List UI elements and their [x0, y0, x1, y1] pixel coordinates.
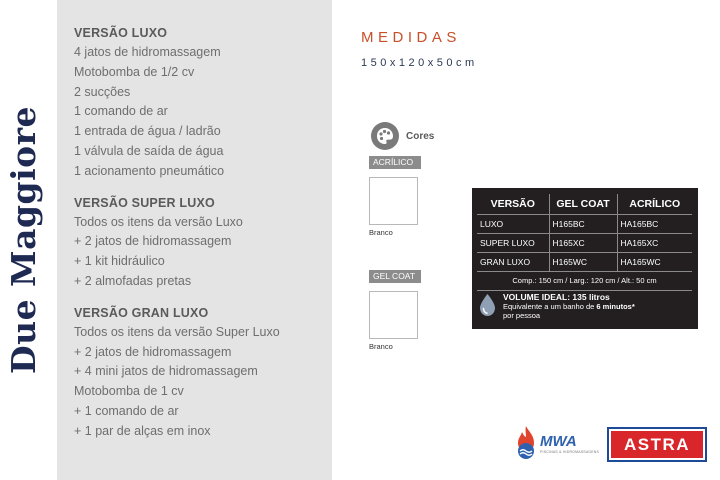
- astra-name: ASTRA: [611, 431, 703, 458]
- volume-info: [478, 292, 635, 320]
- mwa-tagline: PISCINAS & HIDROMASSAGENS: [540, 450, 600, 454]
- table-row: [477, 252, 692, 271]
- volume-text: [503, 292, 635, 320]
- table-header-row: [477, 194, 692, 214]
- volume-desc-prefix: Equivalente a um banho de: [503, 302, 597, 311]
- mwa-text: [540, 424, 599, 454]
- astra-logo: [607, 427, 707, 462]
- version-gran-luxo: [74, 306, 332, 442]
- acrilico-white-swatch: [369, 177, 418, 225]
- table-row: [477, 233, 692, 252]
- version-luxo: [74, 26, 332, 182]
- versions-panel: [57, 0, 332, 480]
- acrilico-tag: ACRÍLICO: [369, 156, 421, 169]
- gelcoat-tag: GEL COAT: [369, 270, 421, 283]
- feature-item: 1 comando de ar: [74, 104, 168, 119]
- volume-desc-bold: 6 minutos*: [596, 302, 635, 311]
- feature-item: + 2 jatos de hidromassagem: [74, 234, 232, 249]
- palette-icon: [370, 121, 400, 151]
- table-cell: H165BC: [549, 214, 617, 233]
- volume-desc-suffix: por pessoa: [503, 311, 541, 320]
- volume-title: VOLUME IDEAL: 135 litros: [503, 292, 610, 302]
- gelcoat-swatch-label: Branco: [369, 342, 393, 351]
- spec-card: [472, 188, 698, 329]
- feature-item: Todos os itens da versão Super Luxo: [74, 324, 280, 339]
- gelcoat-white-swatch: [369, 291, 418, 339]
- medidas-label: MEDIDAS: [361, 29, 461, 46]
- table-row: [477, 214, 692, 233]
- feature-item: 4 jatos de hidromassagem: [74, 45, 221, 59]
- column-header: VERSÃO: [477, 194, 549, 214]
- table-cell: H165XC: [549, 233, 617, 252]
- dimensions-cell: Comp.: 150 cm / Larg.: 120 cm / Alt.: 50 cm: [477, 271, 692, 290]
- column-header: ACRÍLICO: [617, 194, 692, 214]
- table-cell: HA165BC: [617, 214, 692, 233]
- version-title: VERSÃO SUPER LUXO: [74, 195, 215, 210]
- feature-item: 1 acionamento pneumático: [74, 163, 225, 178]
- table-cell: LUXO: [477, 214, 549, 233]
- feature-item: + 1 par de alças em inox: [74, 423, 211, 438]
- table-cell: H165WC: [549, 252, 617, 271]
- feature-item: Todos os itens da versão Luxo: [74, 214, 243, 229]
- version-title: VERSÃO GRAN LUXO: [74, 305, 209, 320]
- table-cell: HA165WC: [617, 252, 692, 271]
- feature-item: + 2 almofadas pretas: [74, 273, 192, 288]
- spec-table: [477, 194, 692, 291]
- cores-header: [370, 121, 434, 151]
- table-cell: GRAN LUXO: [477, 252, 549, 271]
- product-title: Due Maggiore: [4, 105, 43, 375]
- version-super-luxo: [74, 196, 332, 292]
- feature-item: 1 válvula de saída de água: [74, 143, 224, 158]
- medidas-value: 150x120x50cm: [361, 57, 478, 69]
- mwa-flame-icon: [514, 424, 538, 460]
- feature-item: + 1 comando de ar: [74, 403, 179, 418]
- column-header: GEL COAT: [549, 194, 617, 214]
- feature-item: + 1 kit hidráulico: [74, 254, 165, 269]
- cores-label: Cores: [406, 130, 435, 142]
- feature-item: 1 entrada de água / ladrão: [74, 124, 221, 139]
- feature-item: + 2 jatos de hidromassagem: [74, 344, 232, 359]
- mwa-name: MWA: [540, 433, 577, 450]
- feature-item: Motobomba de 1/2 cv: [74, 64, 195, 79]
- mwa-logo: [514, 424, 599, 460]
- volume-description: [503, 302, 635, 311]
- table-cell: SUPER LUXO: [477, 233, 549, 252]
- acrilico-swatch-label: Branco: [369, 228, 393, 237]
- table-row: [477, 271, 692, 290]
- version-title: VERSÃO LUXO: [74, 26, 168, 40]
- feature-item: + 4 mini jatos de hidromassagem: [74, 364, 258, 379]
- water-drop-icon: [478, 293, 497, 317]
- feature-item: Motobomba de 1 cv: [74, 384, 184, 399]
- feature-item: 2 sucções: [74, 84, 131, 99]
- table-cell: HA165XC: [617, 233, 692, 252]
